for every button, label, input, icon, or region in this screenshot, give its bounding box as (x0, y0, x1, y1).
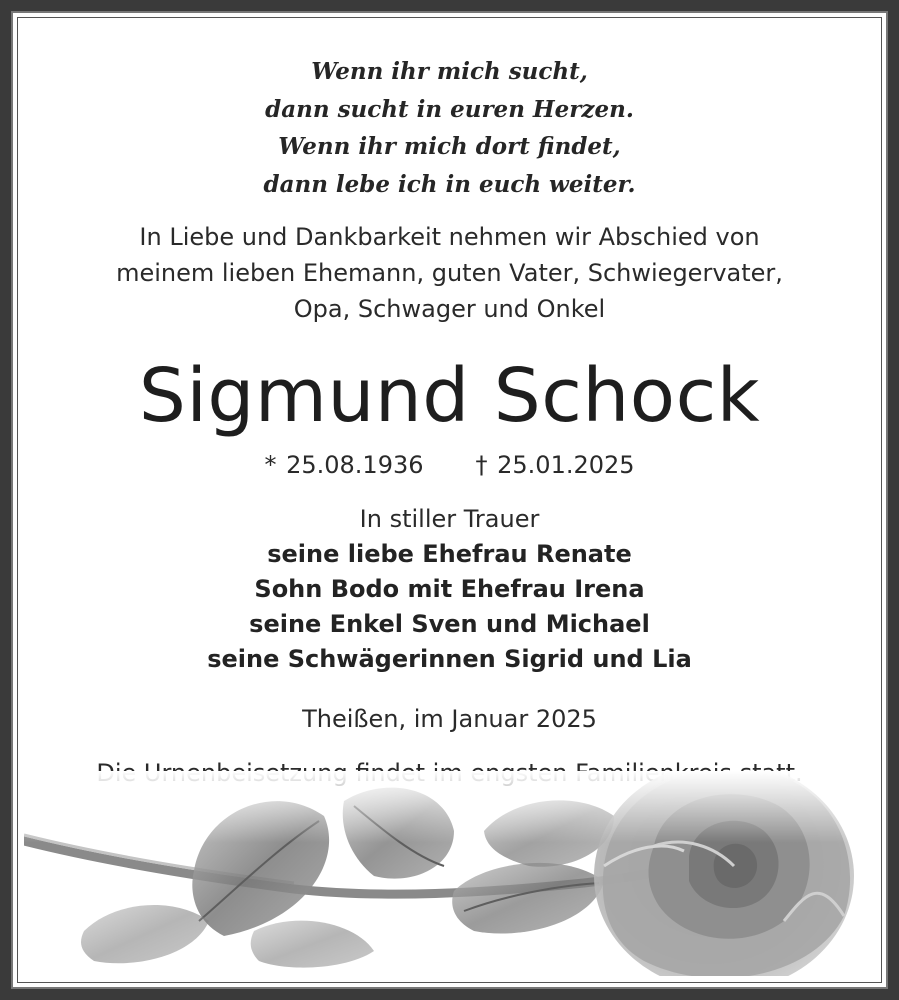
intro-line: In Liebe und Dankbarkeit nehmen wir Abschied von (139, 223, 760, 251)
rose-illustration (24, 771, 875, 976)
rose-svg (24, 771, 875, 976)
mourners-block (11, 502, 888, 677)
poem-line: Wenn ihr mich sucht, (311, 58, 588, 85)
intro-line: Opa, Schwager und Onkel (293, 295, 606, 323)
poem-line: dann lebe ich in euch weiter. (263, 170, 636, 198)
poem-line: dann sucht in euren Herzen. (265, 95, 634, 123)
life-dates (11, 447, 888, 483)
mourner-line: seine Schwägerinnen Sigrid und Lia (207, 645, 692, 673)
birth-date: * 25.08.1936 (264, 451, 424, 479)
place-date: Theißen, im Januar 2025 (302, 705, 597, 733)
deceased-name: Sigmund Schock (138, 353, 761, 439)
mourner-line: seine Enkel Sven und Michael (249, 610, 650, 638)
mourner-line: Sohn Bodo mit Ehefrau Irena (254, 575, 645, 603)
poem-line: Wenn ihr mich dort findet, (278, 133, 621, 160)
intro-text (11, 219, 888, 327)
intro-line: meinem lieben Ehemann, guten Vater, Schwiegervater, (116, 259, 783, 287)
death-date: † 25.01.2025 (475, 451, 635, 479)
poem (11, 53, 888, 203)
mourning-heading: In stiller Trauer (359, 505, 540, 533)
mourner-line: seine liebe Ehefrau Renate (267, 540, 632, 568)
